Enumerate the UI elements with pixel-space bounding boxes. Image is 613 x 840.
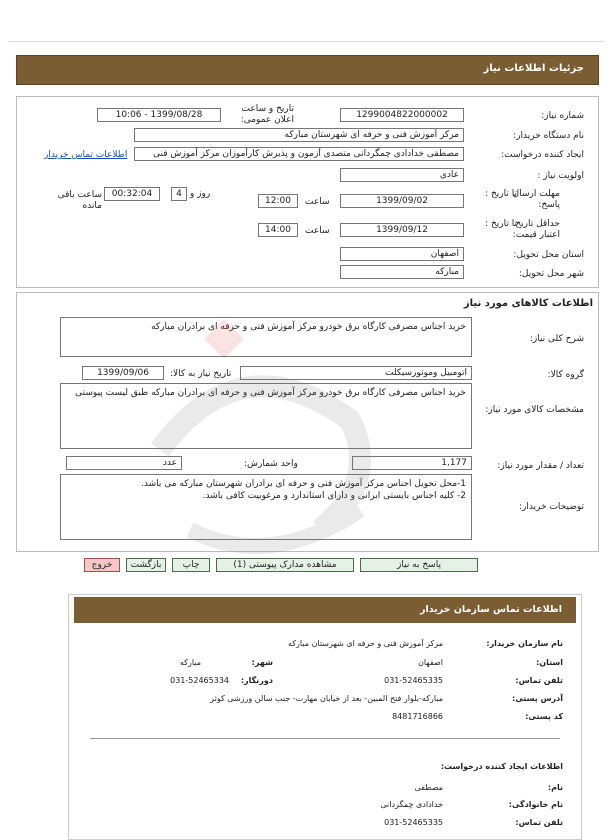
back-button[interactable]: بازگشت: [126, 558, 166, 572]
contact-postal-value: 8481716866: [392, 712, 443, 721]
notes-line-2: 2- کلیه اجناس بایستی ایرانی و دارای استاندارد و مرغوبیت کافی باشد.: [202, 491, 466, 501]
creator-first-name-label: نام:: [547, 783, 563, 792]
creator-last-name-value: خدادادی چمگردانی: [380, 800, 443, 809]
need-date-label: تاریخ نیاز به کالا:: [170, 369, 232, 379]
contact-phone-value: 031-52465335: [384, 676, 443, 685]
qty-field: 1,177: [352, 456, 472, 470]
price-until-label: تا تاریخ :: [485, 219, 517, 229]
need-number-label: شماره نیاز:: [541, 111, 584, 121]
contact-org-value: مرکز آموزش فنی و حرفه ای شهرستان مبارکه: [287, 639, 443, 648]
goods-section-title: اطلاعات کالاهای مورد نیاز: [463, 298, 593, 309]
time-remaining-field: 00:32:04: [104, 187, 160, 201]
summary-label: شرح کلی نیاز:: [529, 334, 584, 344]
contact-fax-value: 031-52465334: [170, 676, 229, 685]
creator-phone-value: 031-52465335: [384, 818, 443, 827]
contact-phone-label: تلفن تماس:: [515, 676, 563, 685]
qty-label: تعداد / مقدار مورد نیاز:: [497, 461, 584, 471]
buyer-org-field: مرکز آموزش فنی و حرفه ای شهرستان مبارکه: [134, 128, 464, 142]
contact-info-link[interactable]: اطلاعات تماس خریدار: [44, 150, 128, 160]
page-title: جزئیات اطلاعات نیاز: [483, 63, 584, 74]
price-date-field: 1399/09/12: [340, 223, 464, 237]
province-field: اصفهان: [340, 247, 464, 261]
contact-address-value: مبارکه-بلوار فتح المبین- بعد از خیابان مهارت- جنب سالن ورزشی کوثر: [210, 694, 443, 703]
contact-card-header: [74, 597, 576, 623]
contact-divider: [90, 738, 560, 739]
send-deadline-label: مهلت ارسال پاسخ:: [512, 189, 560, 210]
notes-line-1: 1-محل تحویل اجناس مرکز آموزش فنی و حرفه ای برادران شهرستان مبارکه می باشد.: [141, 479, 466, 489]
remaining-label: ساعت باقی مانده: [57, 190, 102, 211]
unit-field: عدد: [66, 456, 182, 470]
send-time-label: ساعت: [305, 197, 330, 207]
creator-first-name-value: مصطفی: [414, 783, 443, 792]
contact-postal-label: کد پستی:: [525, 712, 563, 721]
page-header: [16, 55, 599, 85]
city-field: مبارکه: [340, 265, 464, 279]
exit-button[interactable]: خروج: [84, 558, 120, 572]
unit-label: واحد شمارش:: [244, 459, 298, 469]
buyer-org-label: نام دستگاه خریدار:: [513, 131, 584, 141]
contact-card: [68, 594, 582, 840]
contact-province-label: استان:: [536, 658, 563, 667]
requester-label: ایجاد کننده درخواست:: [501, 150, 584, 160]
send-time-field: 12:00: [258, 194, 298, 208]
contact-city-label: شهر:: [251, 658, 273, 667]
print-button[interactable]: چاپ: [172, 558, 210, 572]
priority-label: اولویت نیاز :: [537, 171, 584, 181]
days-remaining-field: 4: [171, 187, 187, 201]
group-label: گروه کالا:: [547, 370, 584, 380]
notes-label: توضیحات خریدار:: [518, 502, 584, 512]
reply-button[interactable]: پاسخ به نیاز: [360, 558, 478, 572]
creator-phone-label: تلفن تماس:: [515, 818, 563, 827]
price-validity-label: حداقل تاریخ اعتبار قیمت:: [512, 219, 560, 240]
contact-province-value: اصفهان: [417, 658, 443, 667]
need-date-field: 1399/09/06: [82, 366, 164, 380]
contact-address-label: آدرس پستی:: [512, 694, 563, 703]
province-label: استان محل تحویل:: [513, 250, 584, 260]
city-label: شهر محل تحویل:: [518, 269, 584, 279]
price-time-field: 14:00: [258, 223, 298, 237]
group-field: اتومبیل وموتورسیکلت: [240, 366, 472, 380]
days-label: روز و: [190, 189, 211, 199]
until-date-label: تا تاریخ :: [485, 189, 517, 199]
attachments-button[interactable]: مشاهده مدارک پیوستی (1): [216, 558, 354, 572]
contact-fax-label: دورنگار:: [240, 676, 273, 685]
announce-label: تاریخ و ساعت اعلان عمومی:: [240, 104, 294, 125]
contact-city-value: مبارکه: [179, 658, 201, 667]
specs-field: خرید اجناس مصرفی کارگاه برق خودرو مرکز آموزش فنی و حرفه ای برادران مبارکه طبق لیست پیوستی: [60, 383, 472, 449]
send-date-field: 1399/09/02: [340, 194, 464, 208]
announce-field: 1399/08/28 - 10:06: [97, 108, 221, 122]
priority-field: عادی: [340, 168, 464, 182]
contact-org-label: نام سازمان خریدار:: [486, 639, 563, 648]
contact-card-title: اطلاعات تماس سازمان خریدار: [419, 604, 562, 615]
need-number-field: 1299004822000002: [340, 108, 464, 122]
creator-section-title: اطلاعات ایجاد کننده درخواست:: [440, 762, 563, 771]
top-divider: [8, 41, 605, 42]
summary-field: خرید اجناس مصرفی کارگاه برق خودرو مرکز آموزش فنی و حرفه ای برادران مبارکه: [60, 317, 472, 357]
price-time-label: ساعت: [305, 226, 330, 236]
requester-field: مصطفی خدادادی چمگردانی متصدی آزمون و پذیرش کارآموزان مرکز آموزش فنی: [134, 147, 464, 161]
specs-label: مشخصات کالای مورد نیاز:: [485, 405, 584, 415]
creator-last-name-label: نام خانوادگی:: [508, 800, 563, 809]
notes-field: [60, 474, 472, 540]
